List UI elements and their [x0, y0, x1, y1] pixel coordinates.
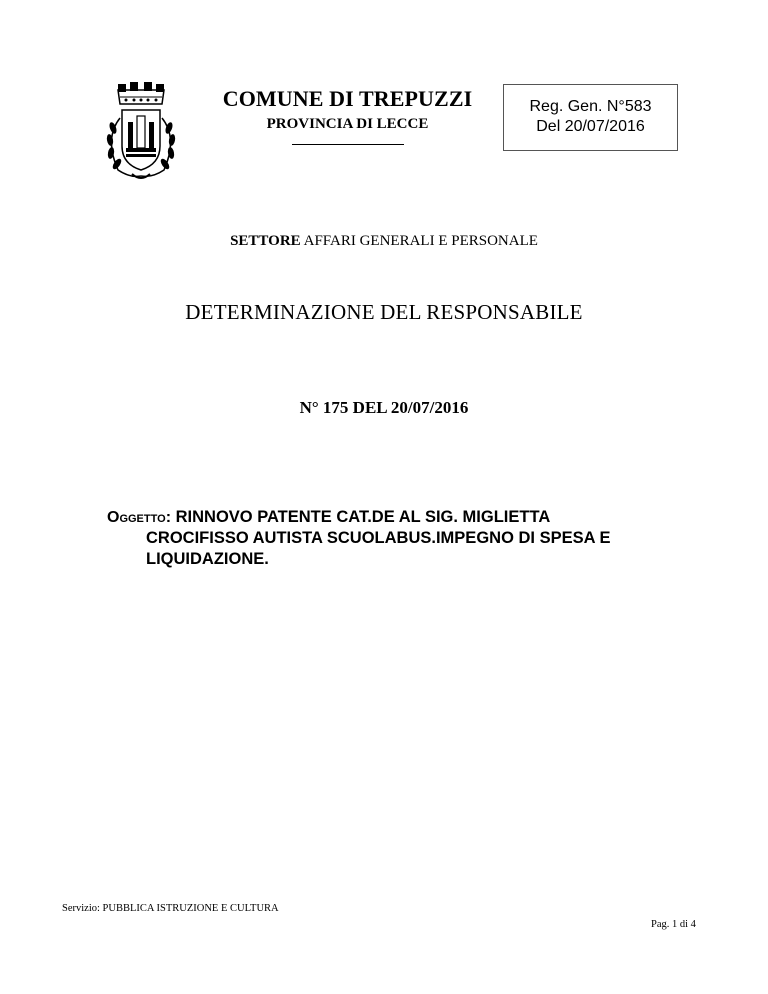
subject-text-3: LIQUIDAZIONE. — [146, 550, 269, 568]
sector-value: AFFARI GENERALI E PERSONALE — [303, 233, 538, 249]
subject-block — [107, 507, 707, 570]
header-divider — [292, 144, 404, 145]
sector-label: SETTORE — [230, 233, 301, 249]
registration-date: Del 20/07/2016 — [536, 118, 645, 135]
registration-box — [503, 84, 678, 151]
subject-line-1 — [107, 507, 707, 528]
document-title: DETERMINAZIONE DEL RESPONSABILE — [185, 300, 583, 324]
subject-label: Oggetto: — [107, 509, 172, 526]
document-header — [205, 86, 490, 145]
footer-service: Servizio: PUBBLICA ISTRUZIONE E CULTURA — [62, 903, 279, 914]
province-name: PROVINCIA DI LECCE — [266, 116, 429, 132]
subject-text-2: CROCIFISSO AUTISTA SCUOLABUS.IMPEGNO DI SPESA E — [146, 529, 611, 547]
coat-of-arms-icon — [96, 78, 186, 188]
determination-number: N° 175 DEL 20/07/2016 — [299, 398, 469, 417]
sector-line — [0, 233, 768, 250]
registration-number: Reg. Gen. N°583 — [529, 98, 652, 115]
page-number: Pag. 1 di 4 — [651, 919, 696, 930]
subject-text-1: RINNOVO PATENTE CAT.DE AL SIG. MIGLIETTA — [175, 508, 551, 526]
municipality-name: COMUNE DI TREPUZZI — [222, 86, 473, 111]
